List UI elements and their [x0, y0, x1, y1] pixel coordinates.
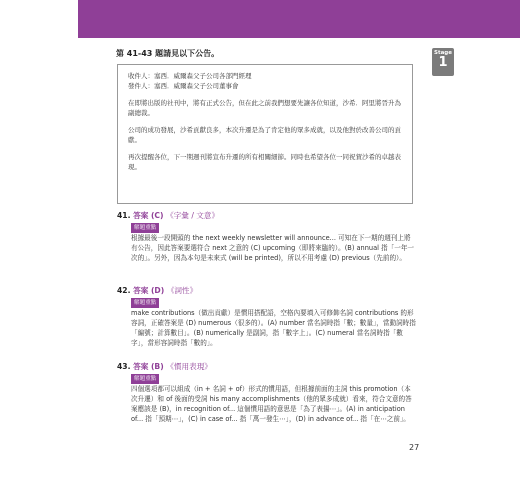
stage-label: Stage	[434, 50, 452, 56]
notice-paragraph-1: 在即將出版的社刊中，將有正式公告，但在此之前我們想要先讓各位知道，沙希．阿里將晉升為副總裁。	[128, 99, 401, 117]
question-answer: 答案 (C)	[133, 211, 164, 220]
question-tag: 《詞性》	[166, 286, 198, 295]
notice-from: 發件人：塞西．威爾森父子公司董事會	[128, 82, 239, 90]
tip-badge: 解題重點	[131, 374, 159, 384]
question-42	[117, 286, 417, 348]
question-title	[117, 286, 417, 296]
question-explanation: 根據最後一段開頭的 the next weekly newsletter will announce... 可知在下一期的週刊上將有公告，因此答案要選符合 next 之意的 (C) upcoming（即將來臨的）。(B) annual 指「一年一次的」。另外，因為本句是未來式 (will be printed)，所以不用考慮 (D) previous（先前的）。	[131, 234, 415, 262]
page-number: 27	[409, 443, 420, 452]
question-tag: 《字彙 / 文意》	[166, 211, 220, 220]
section-heading: 第 41-43 題請見以下公告。	[116, 49, 220, 58]
question-title	[117, 362, 417, 372]
question-tag: 《慣用表現》	[166, 362, 212, 371]
question-41	[117, 211, 417, 263]
question-answer: 答案 (D)	[133, 286, 165, 295]
stage-number: 1	[438, 55, 448, 70]
notice-box	[117, 64, 413, 204]
question-number: 42.	[117, 286, 131, 295]
question-title	[117, 211, 417, 221]
question-43	[117, 362, 417, 424]
question-number: 43.	[117, 362, 131, 371]
tip-badge: 解題重點	[131, 223, 159, 233]
notice-paragraph-3: 再次提醒各位，下一期週刊將宣布升遷的所有相關細節。同時也希望各位一同祝賀沙希的卓越表現。	[128, 153, 401, 171]
notice-paragraph-2: 公司的成功發展，沙希貢獻良多，本次升遷是為了肯定他的眾多成就，以及他對於改善公司的貢獻。	[128, 126, 401, 144]
stage-tab	[432, 48, 454, 76]
tip-badge: 解題重點	[131, 298, 159, 308]
question-number: 41.	[117, 211, 131, 220]
header-bar	[78, 0, 520, 38]
question-explanation: 四個選項都可以組成（in + 名詞 + of）形式的慣用語，但根據前面的主詞 this promotion（本次升遷）和 of 後面的受詞 his many accomplishments（他的眾多成就）看來，符合文意的答案應該是 (B)，in recognition of... 這個慣用語的意思是「為了表揚⋯」。(A) in anticipation of... 指「預期⋯」，(C) in case of... 指「萬一發生⋯」，(D) in advance of... 指「在⋯之前」。	[131, 385, 412, 423]
question-explanation: make contributions（做出貢獻）是慣用搭配語，空格內要填入可修飾名詞 contributions 的形容詞，正確答案是 (D) numerous（很多的）。(A) number 當名詞時指「數；數量」，當動詞時指「編號；計算數目」。(B) numerically 是副詞，指「數字上」。(C) numeral 當名詞時指「數字」，當形容詞時指「數的」。	[131, 309, 416, 347]
notice-to: 收件人：塞西．威爾森父子公司各部門經理	[128, 72, 252, 80]
question-answer: 答案 (B)	[133, 362, 164, 371]
